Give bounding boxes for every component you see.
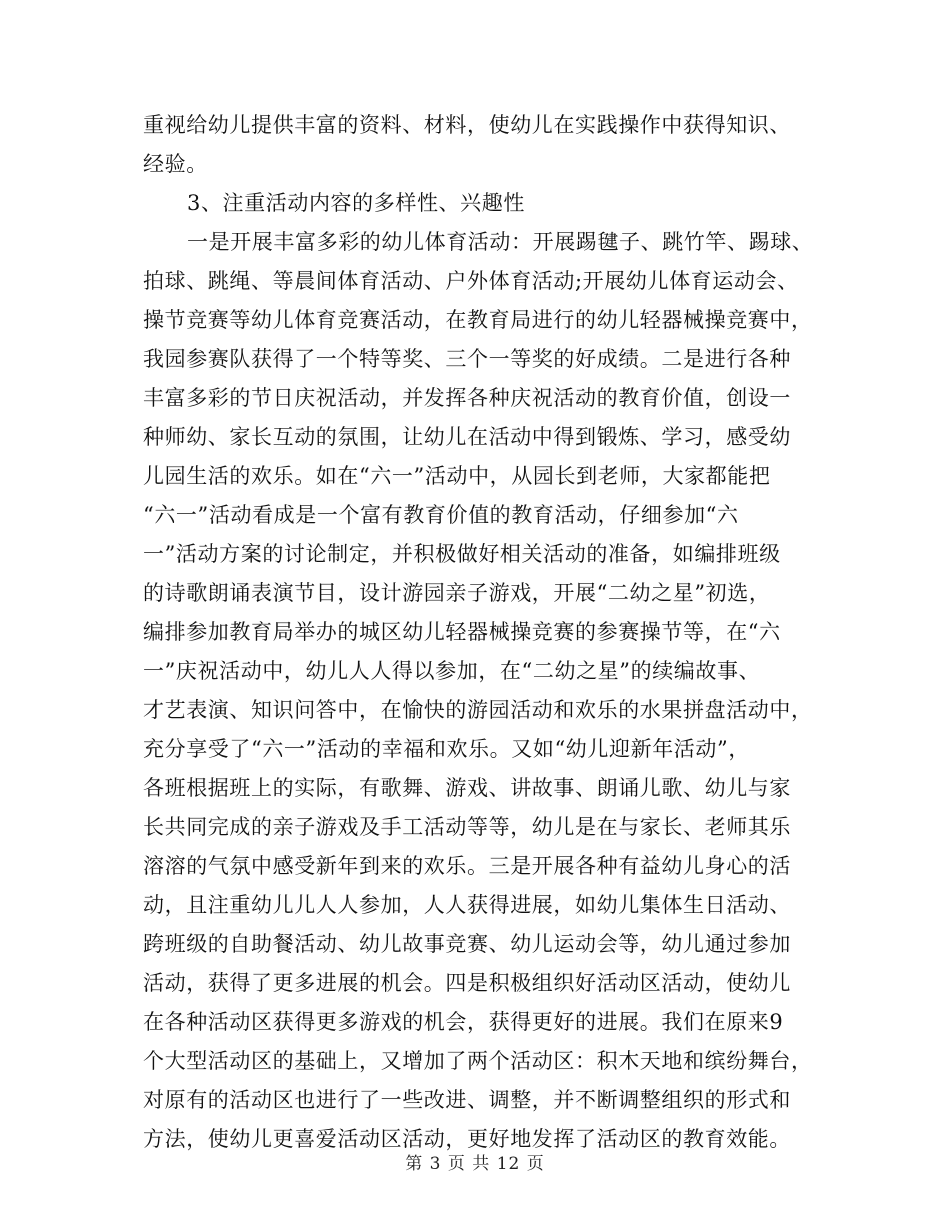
body-text-line: 儿园生活的欢乐。如在“六一”活动中，从园长到老师，大家都能把 — [143, 464, 771, 488]
body-text-line: 活动，获得了更多进展的机会。四是积极组织好活动区活动，使幼儿 — [143, 971, 791, 995]
body-text-line: 的诗歌朗诵表演节目，设计游园亲子游戏，开展“二幼之星”初选， — [143, 581, 771, 605]
body-text-line: 种师幼、家长互动的氛围，让幼儿在活动中得到锻炼、学习，感受幼 — [143, 425, 791, 449]
paragraph-first-line: 一是开展丰富多彩的幼儿体育活动：开展踢毽子、跳竹竿、踢球、 — [187, 230, 814, 254]
page-number: 第 3 页 共 12 页 — [405, 1154, 545, 1174]
body-text-line: 溶溶的气氛中感受新年到来的欢乐。三是开展各种有益幼儿身心的活 — [143, 854, 791, 878]
body-text-line: 跨班级的自助餐活动、幼儿故事竞赛、幼儿运动会等，幼儿通过参加 — [143, 932, 791, 956]
body-text-line: 长共同完成的亲子游戏及手工活动等等，幼儿是在与家长、老师其乐 — [143, 815, 791, 839]
body-text-line: 个大型活动区的基础上，又增加了两个活动区：积木天地和缤纷舞台， — [143, 1049, 813, 1073]
page-footer — [0, 1152, 950, 1176]
body-text-line: 我园参赛队获得了一个特等奖、三个一等奖的好成绩。二是进行各种 — [143, 347, 791, 371]
body-text-line: “六一”活动看成是一个富有教育价值的教育活动，仔细参加“六 — [143, 503, 739, 527]
body-text-line: 方法，使幼儿更喜爱活动区活动，更好地发挥了活动区的教育效能。 — [143, 1127, 791, 1151]
body-text-line: 充分享受了“六一”活动的幸福和欢乐。又如“幼儿迎新年活动”， — [143, 737, 750, 761]
body-text-line: 编排参加教育局举办的城区幼儿轻器械操竞赛的参赛操节等，在“六 — [143, 620, 781, 644]
body-text-line: 拍球、跳绳、等晨间体育活动、户外体育活动;开展幼儿体育运动会、 — [143, 269, 799, 293]
body-text-line: 对原有的活动区也进行了一些改进、调整，并不断调整组织的形式和 — [143, 1088, 791, 1112]
body-text-line: 经验。 — [143, 152, 208, 176]
body-text-line: 各班根据班上的实际，有歌舞、游戏、讲故事、朗诵儿歌、幼儿与家 — [143, 776, 791, 800]
body-text-line: 在各种活动区获得更多游戏的机会，获得更好的进展。我们在原来9 — [143, 1010, 784, 1034]
body-text-line: 一”活动方案的讨论制定，并积极做好相关活动的准备，如编排班级 — [143, 542, 781, 566]
body-text-line: 丰富多彩的节日庆祝活动，并发挥各种庆祝活动的教育价值，创设一 — [143, 386, 791, 410]
body-text-line: 动，且注重幼儿儿人人参加，人人获得进展，如幼儿集体生日活动、 — [143, 893, 791, 917]
body-text-line: 一”庆祝活动中，幼儿人人得以参加，在“二幼之星”的续编故事、 — [143, 659, 761, 683]
section-heading: 3、注重活动内容的多样性、兴趣性 — [187, 191, 525, 215]
body-text-line: 才艺表演、知识问答中，在愉快的游园活动和欢乐的水果拼盘活动中， — [143, 698, 813, 722]
body-text-line: 重视给幼儿提供丰富的资料、材料，使幼儿在实践操作中获得知识、 — [143, 113, 791, 137]
body-text-line: 操节竞赛等幼儿体育竞赛活动，在教育局进行的幼儿轻器械操竞赛中， — [143, 308, 813, 332]
